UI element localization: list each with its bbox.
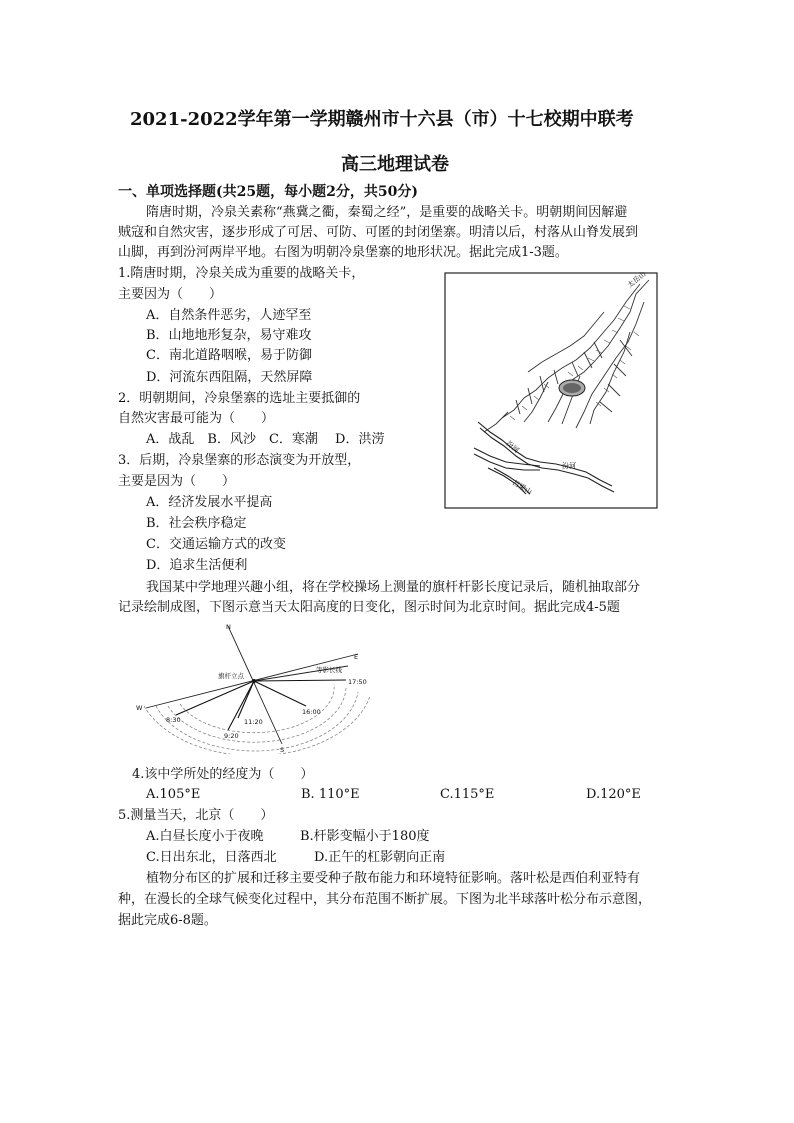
q3-option-d: D．追求生活便利 xyxy=(146,558,248,573)
label-0920: 9:20 xyxy=(224,732,239,740)
q5-option-a: A.白昼长度小于夜晚 xyxy=(146,829,264,844)
shadow-chart-figure xyxy=(134,620,370,754)
q4-option-d: D.120°E xyxy=(586,787,641,802)
shadow-chart xyxy=(134,620,370,754)
page-title-line2: 高三地理试卷 xyxy=(341,154,449,175)
label-shadow-line: 等影长线 xyxy=(316,666,342,674)
q1-stem-line2: 主要因为（ ） xyxy=(118,287,223,302)
q3-stem-line2: 主要是因为（ ） xyxy=(118,474,236,489)
shadow-1600 xyxy=(254,681,306,706)
label-1120: 11:20 xyxy=(244,718,263,726)
q1-option-a: A．自然条件恶劣，人迹罕至 xyxy=(146,308,312,323)
intro3-line1: 植物分布区的扩展和迁移主要受种子散布能力和环境特征影响。落叶松是西伯利亚特有 xyxy=(146,871,641,886)
map-label-river2: 汾河 xyxy=(562,462,576,470)
q4-option-a: A.105°E xyxy=(146,787,201,802)
q3-option-a: A．经济发展水平提高 xyxy=(146,495,273,510)
label-s: S xyxy=(280,746,285,754)
label-pole: 旗杆立点 xyxy=(218,672,244,680)
q1-option-b: B．山地地形复杂，易守难攻 xyxy=(146,328,312,343)
q4-option-b: B. 110°E xyxy=(301,787,360,802)
map-label-top: 太岳山 xyxy=(626,272,648,290)
label-n: N xyxy=(226,623,231,631)
q4-stem: 4.该中学所处的经度为（ ） xyxy=(132,767,314,782)
q3-option-c: C．交通运输方式的改变 xyxy=(146,537,286,552)
label-1600: 16:00 xyxy=(302,708,321,716)
page-title-line1: 2021-2022学年第一学期赣州市十六县（市）十七校期中联考 xyxy=(130,109,634,130)
shadow-0830 xyxy=(176,681,254,715)
label-1750: 17:50 xyxy=(348,678,367,686)
intro3-line2: 种，在漫长的全球气候变化过程中，其分布范围不断扩展。下图为北半球落叶松分布示意图， xyxy=(118,892,652,907)
q1-stem-line1: 1.隋唐时期，冷泉关成为重要的战略关卡， xyxy=(118,266,365,281)
label-e: E xyxy=(354,653,359,661)
label-0830: 8:30 xyxy=(166,716,181,724)
intro3-line3: 据此完成6-8题。 xyxy=(118,913,217,928)
q4-option-c: C.115°E xyxy=(440,787,495,802)
q3-option-b: B．社会秩序稳定 xyxy=(146,516,247,531)
shadow-1750 xyxy=(254,680,346,681)
q2-options: A．战乱 B．风沙 C．寒潮 D．洪涝 xyxy=(146,432,385,447)
q3-stem-line1: 3．后期，冷泉堡寨的形态演变为开放型， xyxy=(118,453,361,468)
intro2-line1: 我国某中学地理兴趣小组，将在学校操场上测量的旗杆杆影长度记录后，随机抽取部分 xyxy=(146,580,641,595)
label-w: W xyxy=(136,704,143,712)
q5-option-c: C.日出东北，日落西北 xyxy=(146,850,277,865)
q5-stem: 5.测量当天，北京（ ） xyxy=(118,808,274,823)
q2-stem-line1: 2．明朝期间，冷泉堡寨的选址主要抵御的 xyxy=(118,391,361,406)
q1-option-d: D．河流东西阻隔，天然屏障 xyxy=(146,370,313,385)
intro1-line3: 山脚，再到汾河两岸平地。右图为明朝冷泉堡寨的地形状况。据此完成1-3题。 xyxy=(118,245,568,260)
intro1-line2: 贼寇和自然灾害，逐步形成了可居、可防、可匿的封闭堡寨。明清以后，村落从山脊发展到 xyxy=(118,225,639,240)
q5-option-d: D.正午的杠影朝向正南 xyxy=(314,850,446,865)
q2-stem-line2: 自然灾害最可能为（ ） xyxy=(118,411,275,426)
map-label-bottom: 吕梁山 xyxy=(511,478,534,497)
intro1-line1: 隋唐时期，冷泉关素称“燕冀之衢，秦蜀之经”，是重要的战略关卡。明朝期间因解避 xyxy=(146,205,628,220)
intro2-line2: 记录绘制成图，下图示意当天太阳高度的日变化，图示时间为北京时间。据此完成4-5题 xyxy=(118,600,620,615)
terrain-map-figure xyxy=(444,272,658,509)
terrain-map xyxy=(444,272,658,509)
q1-option-c: C．南北道路咽喉，易于防御 xyxy=(146,348,312,363)
map-label-river1: 汾河 xyxy=(504,439,521,455)
section-heading: 一、单项选择题(共25题，每小题2分，共50分) xyxy=(118,184,418,200)
q5-option-b: B.杆影变幅小于180度 xyxy=(300,829,430,844)
